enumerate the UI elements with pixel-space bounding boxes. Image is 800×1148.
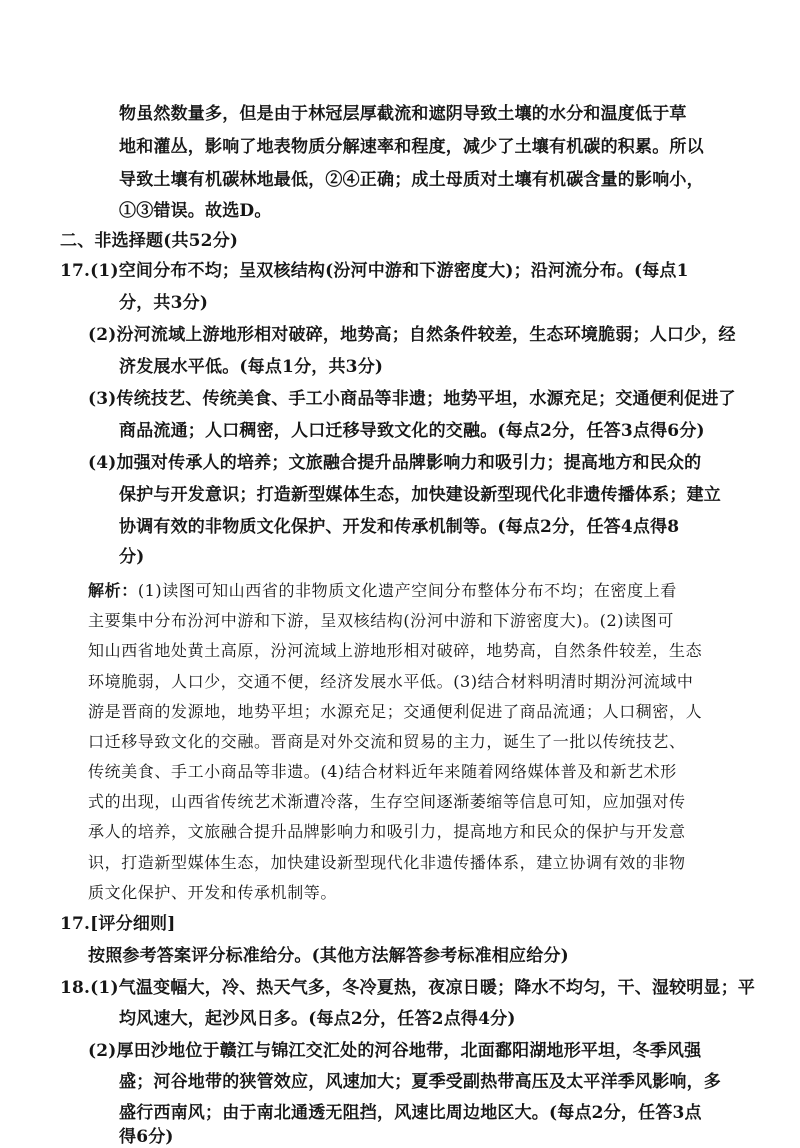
q18-1-line: 均风速大，起沙风日多。(每点2分，任答2点得4分) [119, 1009, 516, 1029]
text-line: 地和灌丛，影响了地表物质分解速率和程度，减少了土壤有机碳的积累。所以 [119, 137, 704, 157]
analysis-line: 知山西省地处黄土高原，汾河流域上游地形相对破碎，地势高，自然条件较差，生态 [88, 641, 703, 660]
q17-4-line: 协调有效的非物质文化保护、开发和传承机制等。(每点2分，任答4点得8 [119, 517, 680, 537]
text-line: ①③错误。故选D。 [119, 201, 272, 221]
q17-1-line: 分，共3分) [119, 293, 209, 313]
analysis-line: 口迁移导致文化的交融。晋商是对外交流和贸易的主力，诞生了一批以传统技艺、 [88, 732, 686, 751]
analysis-line: 承人的培养，文旅融合提升品牌影响力和吸引力，提高地方和民众的保护与开发意 [88, 822, 686, 841]
analysis-line: 质文化保护、开发和传承机制等。 [88, 883, 338, 902]
section-heading: 二、非选择题(共52分) [60, 231, 239, 251]
q17-1-line: 17.(1)空间分布不均；呈双核结构(汾河中游和下游密度大)；沿河流分布。(每点1 [60, 261, 689, 281]
q18-2-line: 盛；河谷地带的狭管效应，风速加大；夏季受副热带高压及太平洋季风影响，多 [119, 1072, 721, 1092]
q17-4-line: (4)加强对传承人的培养；文旅融合提升品牌影响力和吸引力；提高地方和民众的 [88, 453, 702, 473]
analysis-text: (1)读图可知山西省的非物质文化遗产空间分布整体分布不均；在密度上看 [137, 581, 677, 600]
analysis-line: 主要集中分布汾河中游和下游，呈双核结构(汾河中游和下游密度大)。(2)读图可 [88, 611, 674, 630]
q18-2-line: (2)厚田沙地位于赣江与锦江交汇处的河谷地带，北面鄱阳湖地形平坦，冬季风强 [88, 1041, 702, 1061]
analysis-line [88, 580, 677, 602]
q17-2-line: (2)汾河流域上游地形相对破碎，地势高；自然条件较差，生态环境脆弱；人口少，经 [88, 325, 736, 345]
analysis-line: 传统美食、手工小商品等非遗。(4)结合材料近年来随着网络媒体普及和新艺术形 [88, 762, 677, 781]
score-text: 按照参考答案评分标准给分。(其他方法解答参考标准相应给分) [88, 946, 569, 966]
analysis-line: 游是晋商的发源地，地势平坦；水源充足；交通便利促进了商品流通；人口稠密，人 [88, 702, 703, 721]
q18-1-line: 18.(1)气温变幅大，冷、热天气多，冬冷夏热，夜凉日暖；降水不均匀，干、湿较明显；平 [60, 978, 756, 998]
score-heading: 17.[评分细则] [60, 914, 176, 934]
q17-3-line: 商品流通；人口稠密，人口迁移导致文化的交融。(每点2分，任答3点得6分) [119, 421, 705, 441]
analysis-label: 解析： [88, 581, 138, 600]
q17-4-line: 保护与开发意识；打造新型媒体生态，加快建设新型现代化非遗传播体系；建立 [119, 485, 721, 505]
q17-2-line: 济发展水平低。(每点1分，共3分) [119, 357, 384, 377]
text-line: 导致土壤有机碳林地最低，②④正确；成土母质对土壤有机碳含量的影响小， [119, 170, 704, 190]
q18-2-line: 盛行西南风；由于南北通透无阻挡，风速比周边地区大。(每点2分，任答3点 [119, 1103, 702, 1123]
analysis-line: 环境脆弱，人口少，交通不便，经济发展水平低。(3)结合材料明清时期汾河流域中 [88, 672, 694, 691]
q17-3-line: (3)传统技艺、传统美食、手工小商品等非遗；地势平坦，水源充足；交通便利促进了 [88, 389, 736, 409]
text-line: 物虽然数量多，但是由于林冠层厚截流和遮阴导致土壤的水分和温度低于草 [119, 104, 687, 124]
analysis-line: 式的出现，山西省传统艺术渐遭冷落，生存空间逐渐萎缩等信息可知，应加强对传 [88, 792, 686, 811]
q17-4-line: 分) [119, 547, 145, 567]
analysis-line: 识，打造新型媒体生态，加快建设新型现代化非遗传播体系，建立协调有效的非物 [88, 853, 686, 872]
q18-2-line: 得6分) [119, 1127, 174, 1147]
